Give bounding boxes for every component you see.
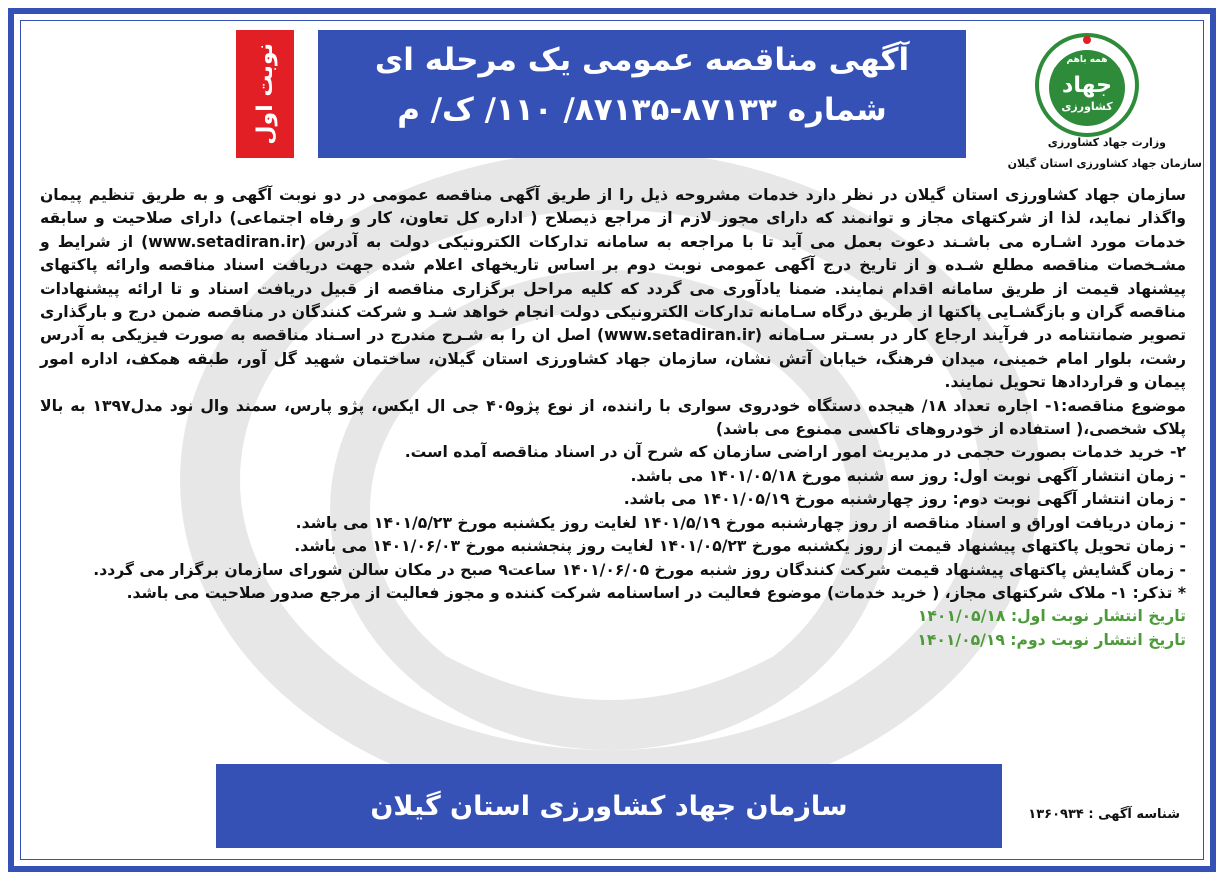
title-block [318, 30, 966, 158]
document-receipt-time: - زمان دریافت اوراق و اسناد مناقصه از روز چهارشنبه مورخ ۱۴۰۱/۵/۱۹ لغایت روز یکشنبه مورخ ۱۴۰۱/۵/۲۳ می باشد. [295, 513, 1186, 532]
logo-top-text: همه باهم [1066, 55, 1108, 65]
logo-sub-text: کشاورزی [1061, 100, 1113, 113]
ad-body [40, 184, 1186, 652]
footer-block [216, 764, 1002, 848]
badge-label: نوبت اول [252, 43, 278, 145]
ad-title: آگهی مناقصه عمومی یک مرحله ای [374, 42, 910, 78]
tender-number: شماره ۸۷۱۳۳-۸۷۱۳۵/ ۱۱۰/ ک/ م [397, 92, 887, 128]
second-publication-time: - زمان انتشار آگهی نوبت دوم: روز چهارشنبه مورخ ۱۴۰۱/۰۵/۱۹ می باشد. [623, 490, 1186, 509]
jihad-keshavarzi-logo-icon [1034, 32, 1140, 138]
ministry-name: وزارت جهاد کشاورزی [1047, 136, 1166, 149]
intro-paragraph: سازمان جهاد کشاورزی استان گیلان در نظر دارد خدمات مشروحه ذیل را از طریق آگهی مناقصه عمومی در دو نوبت آگهی و به طریق تنظیم پیمان واگذار نماید، لذا از شرکتهای مجاز و توانمند که دارای مجوز لازم از مراجع ذیصلاح ( اداره کل تعاون، کار و رفاه اجتماعی) دارای صلاحیت و سابقه خدمات مورد اشـاره می باشـند دعوت بعمل می آید تا با مراجعه به سامانه تدارکات الکترونیکی دولت به آدرس (www.setadiran.ir) از شرایط و مشـخصات مناقصه مطلع شـده و از تاریخ درج آگهی عمومی نوبت دوم بر اساس تاریخهای اعلام شده جهت دریافت اسناد مناقصه وارائه پاکتهای پیشنهاد قیمت از طریق سامانه اقدام نمایند. ضمنا یادآوری می گردد که کلیه مراحل برگزاری مناقصه از قبیل دریافت اسناد و تا ارائه پیشنهادات مناقصه گران و بازگشـایی پاکتها از طریق درگاه سـامانه تدارکات الکترونیکی دولت انجام خواهد شـد و شرکت کنندگان در مناقصه ضمن درج و بارگذاری تصویر ضمانتنامه در فرآیند ارجاع کار در بسـتر سـامانه (www.setadiran.ir) اصل ان را به شـرح مندرج در اسـناد مناقصه به صورت فیزیکی به آدرس رشت، بلوار امام خمینی، میدان فرهنگ، خیابان آتش نشان، سازمان جهاد کشاورزی استان گیلان، ساختمان شهید گل آور، طبقه همکف، اداره امور پیمان و قراردادها تحویل نمایند. [40, 186, 1187, 392]
tender-item-2: ۲- خرید خدمات بصورت حجمی در مدیریت امور اراضی سازمان که شرح آن در اسناد مناقصه آمده است. [404, 443, 1186, 462]
eligibility-note: * تذکر: ۱- ملاک شرکتهای مجاز، ( خرید خدمات) موضوع فعالیت در اساسنامه شرکت کننده و مجوز فعالیت از مرجع صدور صلاحیت می باشد. [126, 583, 1186, 602]
tender-subject: موضوع مناقصه:۱- اجاره تعداد ۱۸/ هیجده دستگاه خودروی سواری با راننده، از نوع پژو۴۰۵ جی ال ایکس، پژو پارس، سمند وال نود مدل۱۳۹۷ به بالا پلاک شخصی،( استفاده از خودروهای تاکسی ممنوع می باشد) [40, 396, 1186, 439]
first-publication-time: - زمان انتشار آگهی نوبت اول: روز سه شنبه مورخ ۱۴۰۱/۰۵/۱۸ می باشد. [630, 466, 1186, 485]
envelope-delivery-time: - زمان تحویل پاکتهای پیشنهاد قیمت از روز یکشنبه مورخ ۱۴۰۱/۰۵/۲۳ لغایت روز پنجشنبه مورخ ۱۴۰۱/۰۶/۰۳ می باشد. [294, 537, 1186, 556]
footer-organization: سازمان جهاد کشاورزی استان گیلان [370, 790, 848, 822]
ad-id: شناسه آگهی : ۱۳۶۰۹۳۴ [1028, 807, 1180, 822]
first-publication-date: تاریخ انتشار نوبت اول: ۱۴۰۱/۰۵/۱۸ [917, 607, 1186, 626]
organization-name: سازمان جهاد کشاورزی استان گیلان [1007, 157, 1202, 170]
logo-main-text: جهاد [1062, 73, 1112, 98]
first-publication-badge [236, 30, 294, 158]
envelope-opening-time: - زمان گشایش پاکتهای پیشنهاد قیمت شرکت کنندگان روز شنبه مورخ ۱۴۰۱/۰۶/۰۵ ساعت۹ صبح در مکان سالن شورای سازمان برگزار می گردد. [93, 560, 1186, 579]
second-publication-date: تاریخ انتشار نوبت دوم: ۱۴۰۱/۰۵/۱۹ [917, 630, 1186, 649]
